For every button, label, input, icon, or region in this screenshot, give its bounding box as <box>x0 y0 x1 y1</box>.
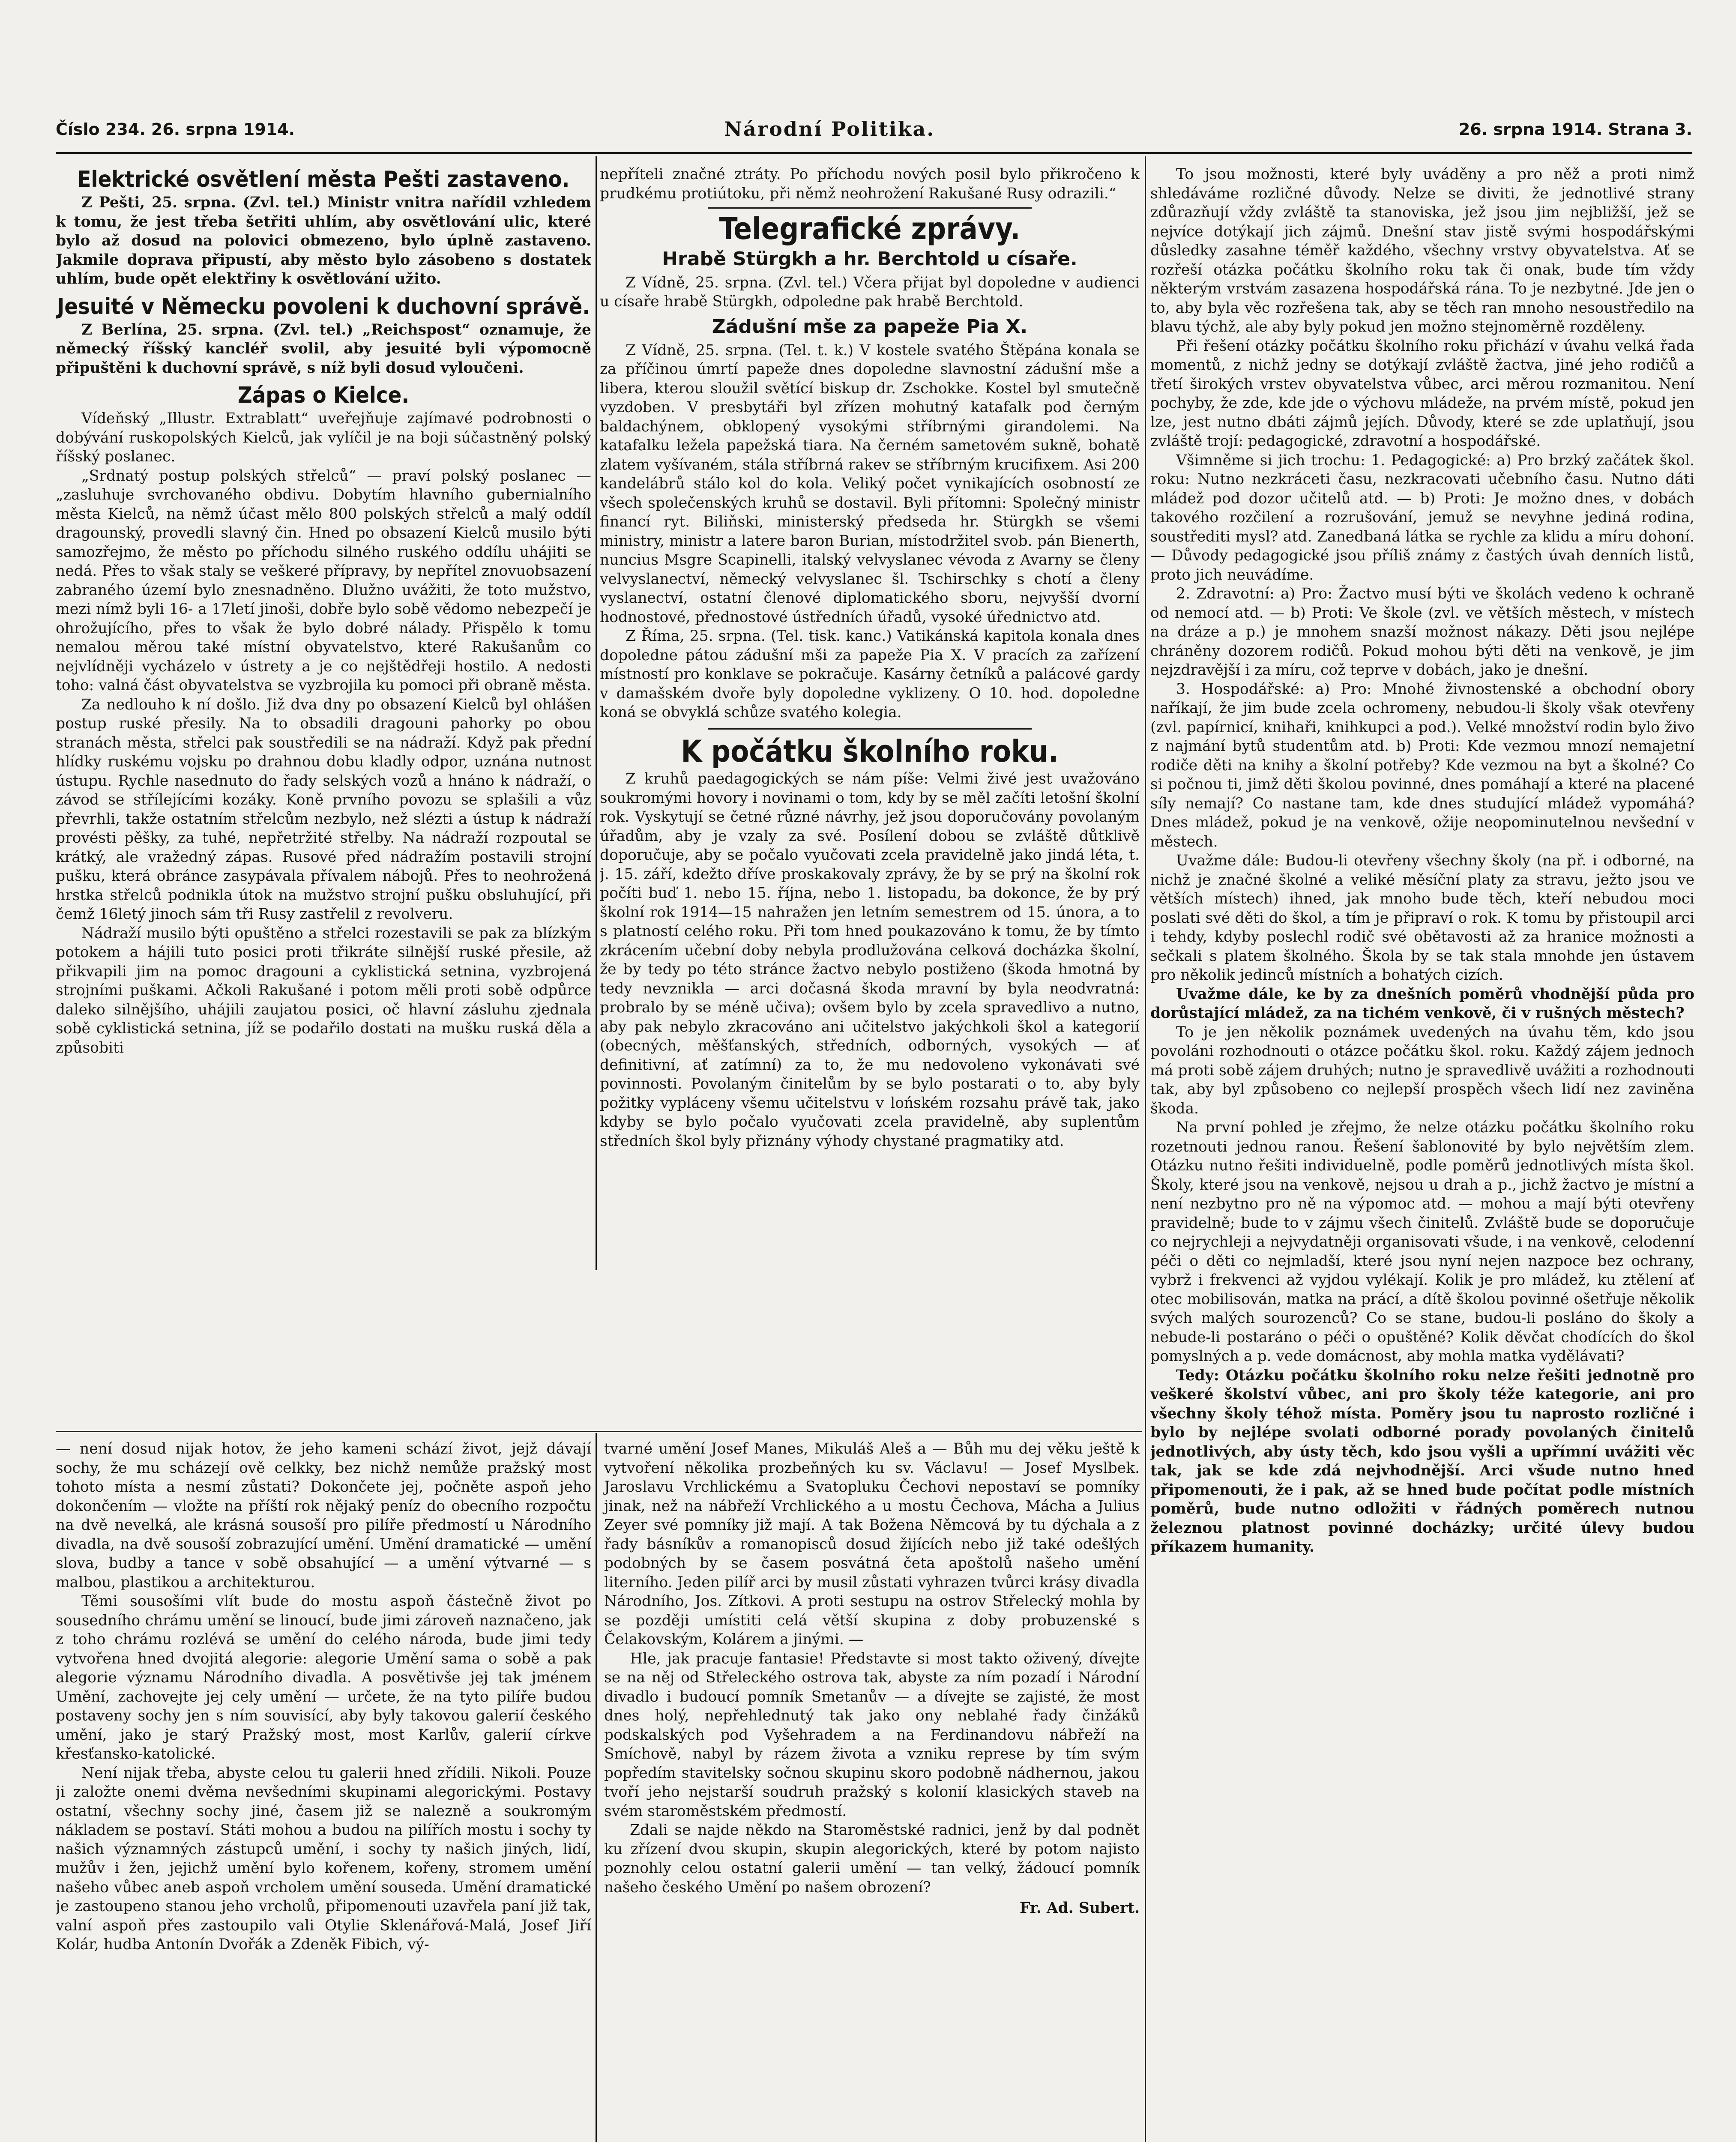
article-title: K počátku školního roku. <box>681 733 1059 769</box>
article-requiem <box>600 316 1140 722</box>
column-rule-2 <box>1145 156 1146 2142</box>
article-jesuits <box>56 295 591 378</box>
article-title: Jesuité v Německu povoleni k duchovní správě. <box>57 293 590 320</box>
paragraph: 2. Zdravotní: a) Pro: Žactvo musí býti ve školách vedeno k ochraně od nemocí atd. — b) Proti: Ve škole (zvl. ve větších městech, v místech na dráze a p.) je mnohem snazší možnost nákazy. Děti jsou nejlépe chráněny dozorem rodičů. Pokud mohou býti děti na venkově, je jim nejzdravější i za míru, což teprve v dobách, jako je dnešní. <box>1150 585 1694 679</box>
paragraph: To je jen několik poznámek uvedených na úvahu těm, kdo jsou povoláni rozhodnouti o otázce počátku škol. roku. Každý zájem jednoch má proti sobě zájem druhých; nutno je spravedlivě uvážiti a rozhodnouti tak, aby byl způsobeno co nejlepší prospěch všech lidí nez zaviněna škoda. <box>1150 1023 1694 1117</box>
column-2 <box>600 165 1140 1262</box>
paragraph: Na první pohled je zřejmo, že nelze otázku počátku školního roku rozetnouti jednou ranou. Řešení šablonovité by bylo největším zlem. Otázku nutno řešiti individuelně, podle poměrů jednotlivých místa škol. Školy, které jsou na venkově, nejsou u drah a p., jichž žactvo je místní a není nezbytno pro ně na výpomoc atd. — mohou a mají býti otevřeny pravidelně; bude to v zájmu všech činitelů. Zvláště bude se doporučuje co nejrychleji a nejvydatněji organisovati všude, i na venkově, celodenní péči o děti co nejmladší, které jsou nyní nejen nazpoce bez ochrany, vybrž i frekvenci až vyjdou vylékají. Kolik je pro mládež, ku ztělení ať otec mobilisován, matka na prácí, a dítě školou povinné ošetřuje několik svých malých sourozenců? Co se stane, budou-li posláno do školy a nebude-li postaráno o péči o opuštěné? Kolik děvčat chodících do škol pomyslných a p. vede domácnost, aby mohla matka vydělávati? <box>1150 1119 1694 1365</box>
paragraph: Uvažme dále, ke by za dnešních poměrů vhodnější půda pro dorůstající mládež, za na tichém venkově, či v rušných městech? <box>1150 985 1694 1022</box>
article-lighting <box>56 168 591 289</box>
column-1 <box>56 165 591 1429</box>
feuilleton-right <box>604 1439 1140 1917</box>
paragraph: Uvažme dále: Budou-li otevřeny všechny školy (na př. i odborné, na nichž je značné školné a veliké měsíční platy za stravu, ježto jsou ve větších místech) ihned, jak mnoho bude těch, kteří nebudou moci poslati své děti do škol, a tím je připraví o rok. K tomu by přistoupil arci i tehdy, kdyby poslechl rodič své obětavosti až za hranice možnosti a sečkali s platem školného. Škola by se tak stala mnohde jen ústavem pro několik jedinců místních a bohatých cizích. <box>1150 852 1694 984</box>
article-title: Zápas o Kielce. <box>237 383 410 409</box>
feuilleton <box>56 1439 1140 2142</box>
paragraph: tvarné umění Josef Manes, Mikuláš Aleš a — Bůh mu dej věku ještě k vytvoření několika prozbeňných ku sv. Václavu! — Josef Myslbek. Jaroslavu Vrchlickému a Svatopluku Čechovi nepostaví se pomníky jinak, než na nábřeží Vrchlického a u mostu Čechova, Mácha a Julius Zeyer své pomníky již mají. A tak Božena Němcová by tu dýchala a z řady básníkův a romanopisců dosud žijících nebo již také odešlých podobných by se časem posvátná četa apoštolů našeho umění literního. Jeden pilíř arci by musil zůstati vyhrazen tvůrci krásy divadla Národního, Jos. Zítkovi. A proti sestupu na ostrov Střelecký mohla by se později umístiti celá větší skupina z doby probuzenské s Čelakovským, Kolárem a jinými. — <box>604 1440 1140 1648</box>
header-rule <box>56 152 1692 154</box>
article-school-year <box>600 733 1140 1151</box>
article-body: Z Vídně, 25. srpna. (Zvl. tel.) Včera přijat byl dopoledne v audienci u císaře hrabě Stürgkh, odpoledne pak hrabě Berchtold. <box>600 274 1140 311</box>
paragraph: Při řešení otázky počátku školního roku přichází v úvahu velká řada momentů, z nichž jedny se dotýkají zvláště žactva, jiné jeho rodičů a třetí širokých vrstev obyvatelstva vůbec, arci měrou rozmanitou. Není pochyby, že zde, kde jde o výchovu mládeže, na prvém místě, pokud jen lze, jest nutno dbáti zájmů jejích. Důvody, které se zde uplatňují, jsou zvláště trojí: pedagogické, zdravotní a hospodářské. <box>1150 337 1694 450</box>
section-rule <box>708 728 1032 730</box>
feuilleton-left <box>56 1439 591 1954</box>
date-page: 26. srpna 1914. Strana 3. <box>1458 120 1692 139</box>
article-title: Hrabě Stürgkh a hr. Berchtold u císaře. <box>662 248 1078 270</box>
paragraph: Za nedlouho k ní došlo. Již dva dny po obsazení Kielců byl ohlášen postup ruské přesily. Na to obsadili dragouni pahorky po obou stranách města, střelci pak soustředili se na nádraží. Když pak přední hlídky ruskému vojsku po drahnou dobu kladly odpor, uznána nutnost ústupu. Rychle nasednuto do řady selských vozů a hnáno k nádraží, o závod se střílejícími kozáky. Koně prvního povozu se splašili a vůz převrhli, takže ostatním střelcům nezbylo, než slézti a ústup k nádraží provésti pěšky, za tuhé, nepřetržité střelby. Na nádraží rozpoutal se krátký, ale vražedný zápas. Rusové před nádražím postavili strojní pušku, která obránce zasypávala přívalem nábojů. Přes to neohrožená hrstka střelců podnikla útok na mužstvo strojní pušku obsluhující, při čemž 16letý jinoch sám tři Rusy zastřelil z revolveru. <box>56 696 591 923</box>
column-3 <box>1150 165 1694 2142</box>
paragraph: Hle, jak pracuje fantasie! Představte si most takto oživený, dívejte se na něj od Střeleckého ostrova tak, abyste za ním pozadí i Národní divadlo i budoucí pomník Smetanův — a dívejte se zajisté, že most dnes holý, nepřehlednutý tak jako ony neblahé řady činžáků podskalských pod Vyšehradem a na Ferdinandovu nábřeží na Smíchově, nabyl by rázem života a vzniku represe by tím svým popředím stavitelsky sočnou skupinu skoro podobně nádhernou, jakou tvoří jeho nejstarší soudruh pražský s kolonií klasických staveb na svém staroměstském předmostí. <box>604 1650 1140 1820</box>
section-rule <box>708 207 1032 209</box>
paragraph: — není dosud nijak hotov, že jeho kameni schází život, jejž dávají sochy, že mu scházejí ově celkky, bez nichž nemůže pražský most tohoto místa a nesmí zůstati? Dokončete jej, počněte aspoň jeho dokončením — vložte na příští rok nějaký peníz do obecního rozpočtu na dvě nevelká, ale krásná sousoší pro pilíře předmostí u Národního divadla, na dvě sousoší zobrazující umění. Umění dramatické — umění slova, budby a tance v sobě obsahující — a umění výtvarné — s malbou, plastikou a architekturou. <box>56 1440 591 1591</box>
issue-number: Číslo 234. 26. srpna 1914. <box>56 120 295 139</box>
paragraph: Všimněme si jich trochu: 1. Pedagogické: a) Pro brzký začátek škol. roku: Nutno nezkráceti času, nezkracovati učebního času. Nutno dáti mládež pod dozor učitelů atd. — b) Proti: Je možno dnes, v dobách takového rozčilení a rozrušování, jemuž se nevyhne jediná rodina, soustřediti mysl? atd. Zanedbaná látka se rychle za klidu a míru dohoní. — Důvody pedagogické jsou příliš známy z častých úvah denních listů, proto jich neuvádíme. <box>1150 452 1694 583</box>
masthead: Národní Politika. <box>724 117 935 141</box>
paragraph: To jsou možnosti, které byly uváděny a pro něž a proti nimž shledáváme rozličné důvody. Nelze se diviti, že jednotlivé strany zdůrazňují vždy zvláště ta stanoviska, jež jsou jim nejbližší, jež se nejvíce dotýkají jich zájmů. Dnešní stav jistě svými hospodářskými důsledky zasahne téměř každého, všechny vrstvy obyvatelstva. Ať se rozřeší otázka počátku školního roku tak či onak, bude tím vždy některým vrstvám zasazena hospodářská rána. To je nezbytné. Jde jen o to, aby byla věc rozřešena tak, aby se těch ran mnoho nesoustředilo na blavu týchž, ale aby byly pokud jen možno stejnoměrně rozděleny. <box>1150 166 1694 335</box>
paragraph: 3. Hospodářské: a) Pro: Mnohé živnostenské a obchodní obory naříkají, že jim bude zcela ochromeny, nebudou-li školy však otevřeny (zvl. papírnicí, knihaři, knihkupci a pod.). Velké množství rodin bylo živo z najmání bytů studentům atd. b) Proti: Kde vezmou mnozí nemajetní rodiče děti na knihy a školní potřeby? Kde vezmou na byt a školné? Co si počnou ti, jimž děti školou povinné, dnes pomáhají a které na placené síly nemají? Co nastane tam, kde dnes studující mládež vypomáhá? Dnes mládež, pokud je na venkově, ožije neopominutelnou nevšední v městech. <box>1150 680 1694 850</box>
article-body: Z Berlína, 25. srpna. (Zvl. tel.) „Reichspost“ oznamuje, že německý říšský kancléř svolil, aby jesuité byli výpomocně připuštěni k duchovní správě, s níž byli dosud vyloučeni. <box>56 321 591 377</box>
continued-text: nepříteli značné ztráty. Po příchodu nových posil bylo přikročeno k prudkému protiútoku, při němž neohrožení Rakušané Rusy odrazili.“ <box>600 166 1140 202</box>
telegraph-news <box>600 213 1140 311</box>
paragraph: Těmi sousošími vlít bude do mostu aspoň částečně život po sousedního chrámu umění se linoucí, bude jimi zároveň naznačeno, jak z toho chrámu rozlévá se umění do celého národa, bude jimi tedy vytvořena hned dvojitá alegorie: alegorie Umění sama o sobě a pak alegorie významu Národního divadla. A posvětivše jej tak jménem Umění, zachovejte jej cely umění — určete, že na tyto pilíře budou postaveny sochy jen s ním souvisící, aby byly takovou galerií českého umění, jako je starý Pražský most, most Karlův, galerií církve křesťansko-katolické. <box>56 1593 591 1762</box>
paragraph: „Srdnatý postup polských střelců“ — praví polský poslanec — „zasluhuje svrchovaného obdivu. Dobytím hlavního gubernialního města Kielců, na němž účast mělo 800 polských střelců a malý oddíl dragounský, provedli slavný čin. Hned po obsazení Kielců musilo býti samozřejmo, že město po příchodu silného ruského oddílu uhájiti se nedá. Přes to však staly se veškeré přípravy, by nepřítel znovuobsazení zabraného území bylo znesnadněno. Dlužno uvážiti, že toto mužstvo, mezi nímž byli 16- a 17letí jinoši, dobře bylo sobě vědomo nebezpečí je ohrožujícího, přes to však že bylo dobré nálady. Přispělo k tomu nemalou měrou také místní obyvatelstvo, které Rakušanům co nejvlídněji vycházelo v ústrety a je co nejštědřeji hostilo. A nedosti toho: valná část obyvatelstva se vyzbrojila ku pomoci při obraně města. <box>56 467 591 694</box>
paragraph: Vídeňský „Illustr. Extrablatt“ uveřejňuje zajímavé podrobnosti o dobývání ruskopolských Kielců, jak vylíčil je na boji súčastněný polský říšský poslanec. <box>56 410 591 466</box>
section-title: Telegrafické zprávy. <box>719 211 1021 246</box>
paragraph: Zdali se najde někdo na Staroměstské radnici, jenž by dal podnět ku zřízení dvou skupin, skupin alegorických, které by potom najisto poznohly celou ostatní galerii umění — tan velký, žádoucí pomník našeho českého Umění po našem obrození? <box>604 1822 1140 1896</box>
article-title: Elektrické osvětlení města Pešti zastaveno. <box>77 167 570 192</box>
column-rule-1 <box>596 156 597 1270</box>
paragraph: Tedy: Otázku počátku školního roku nelze řešiti jednotně pro veškeré školství vůbec, ani pro školy téže kategorie, ani pro všechny školy téhož místa. Poměry jsou tu naprosto rozličné i bylo by nejlépe svolati odborné porady povolaných činitelů jednotlivých, aby ústy těch, kdo jsou vyšli a upřímní uvážiti věc tak, jak se kde zdá nejvhodnější. Arci všude nutno hned připomenouti, že i pak, až se hned bude počítat podle místních poměrů, bude nutno odložiti v řádných poměrech nutnou železnou platnost povinné docházky; určité úlevy budou příkazem humanity. <box>1150 1367 1694 1556</box>
paragraph: Není nijak třeba, abyste celou tu galerii hned zřídili. Nikoli. Pouze ji založte onemi dvěma nevšedními skupinami alegorickými. Postavy ostatní, všechny sochy jiné, časem již se nalezně a soukromým nákladem se postaví. Státi mohou a budou na pilířích mostu i sochy ty našich významných zástupců umění, i sochy ty našich jiných, lidí, mužův i žen, jejichž umění bylo kořenem, kořeny, stromem umění našeho vůbec aneb aspoň vrcholem umění souseda. Umění dramatické je zastoupeno stanou jeho vrcholů, připomenouti uzavřela paní již tak, valní aspoň přes zastoupilo vali Otylie Sklenářová-Malá, Josef Jiří Kolár, hudba Antonín Dvořák a Zdeněk Fibich, vý- <box>56 1764 591 1953</box>
author-signature: Fr. Ad. Subert. <box>1019 1900 1140 1917</box>
paragraph: Z Říma, 25. srpna. (Tel. tisk. kanc.) Vatikánská kapitola konala dnes dopoledne pátou zádušní mši za papeže Pia X. V pracích za zařízení místností pro konklave se pokračuje. Kasárny četníků a palácové gardy v damašském dvoře byly dopoledne vyklizeny. O 10. hod. dopoledne koná se obvyklá schůze svatého kolegia. <box>600 628 1140 721</box>
paragraph: Nádraží musilo býti opuštěno a střelci rozestavili se pak za blízkým potokem a hájili tuto posici proti třikráte silnější ruské přesile, až přikvapili jim na pomoc dragouni a cyklistická setnina, vyzbrojená strojními puškami. Ačkoli Rakušané i potom měli proti sobě odpůrce daleko silnějšího, uhájili zaujatou posici, oč hlavní zásluhu zjednala sobě cyklistická setnina, jíž se podařilo dostati na mušku ruská děla a způsobiti <box>56 924 591 1056</box>
feuilleton-rule <box>56 1431 1142 1432</box>
paragraph: Z kruhů paedagogických se nám píše: Velmi živé jest uvažováno soukromými hovory i novinami o tom, kdy by se měl začíti letošní školní rok. Vyskytují se četné různé návrhy, jež jsou doporučovány povolaným úřadům, aby je vzaly za své. Posílení dobou se zvláště důtklivě doporučuje, aby se počalo vyučovati zcela pravidelně jako jindá léta, t. j. 15. září, kdežto dříve proskakovaly zprávy, že by se prý na školní rok počíti buď 1. nebo 15. října, nebo 1. listopadu, ba dokonce, že by prý školní rok 1914—15 nahražen jen letním semestrem od 15. února, a to s platností celého roku. Při tom hned poukazováno k tomu, že by tímto zkrácením učební doby nebyla prodlužována celková docházka školní, že by tedy po této stránce žactvo nebylo postiženo (škoda hmotná by tedy nevznikla — arci dočasná škoda mravní by byla neodvratná: probralo by se méně učiva); ovšem bylo by zcela spravedlivo a nutno, aby pak nebylo zkracováno ani učitelstvo jakýchkoli škol a kategorií (obecných, měšťanských, středních, odborných, vysokých — ať definitivní, ať zatímní) za to, že mu nedovoleno vykonávati své povinnosti. Povolaným činitelům by se bylo postarati o to, aby byly požitky vypláceny všemu učitelstvu v lońském rozsahu právě tak, jako kdyby se bylo počalo vyučovati zcela pravidelně, aby suplentům středních škol byly přiznány výhody chystané pragmatiky atd. <box>600 770 1140 1150</box>
page-header <box>56 117 1692 150</box>
article-kielce <box>56 383 591 1057</box>
article-body: Z Pešti, 25. srpna. (Zvl. tel.) Ministr vnitra nařídil vzhledem k tomu, že jest třeba šetřiti uhlím, aby osvětlování ulic, které bylo až dosud na polovici obmezeno, bylo úplně zastaveno. Jakmile doprava připustí, aby město bylo zásobeno s dostatek uhlím, bude opět elektřiny k osvětlování užito. <box>56 194 591 288</box>
paragraph: Z Vídně, 25. srpna. (Tel. t. k.) V kostele svatého Štěpána konala se za příčinou úmrtí papeže dnes dopoledne slavnostní zádušní mše a libera, kterou sloužil světící biskup dr. Zschokke. Kostel byl smutečně vyzdoben. V presbytáři byl zřízen mohutný katafalk pod černým baldachýnem, obklopený vysokými stříbrnými girandolemi. Na katafalku ležela papežská tiara. Na černém sametovém sukně, bohatě zlatem vyšívaném, stála stříbrná rakev se stříbrným krucifixem. Asi 200 kandelábrů stálo kol do kola. Veliký počet vynikajících osobností ze všech společenských kruhů se dostavil. Byli přítomni: Společný ministr financí ryt. Biliňski, ministerský předseda hr. Stürgkh se všemi ministry, ministr a latere baron Burian, místodržitel svob. pán Bienerth, nuncius Msgre Scapinelli, italský velvyslanec vévoda z Avarny se členy velvyslanectví, německý velvyslanec šl. Tschirschky s chotí a členy vyslanectví, ostatní členové diplomatického sboru, nejvyšší dvorní hodnostové, přednostové ústředních úřadů, vysoké úřednictvo atd. <box>600 341 1140 626</box>
article-title: Zádušní mše za papeže Pia X. <box>712 315 1028 338</box>
